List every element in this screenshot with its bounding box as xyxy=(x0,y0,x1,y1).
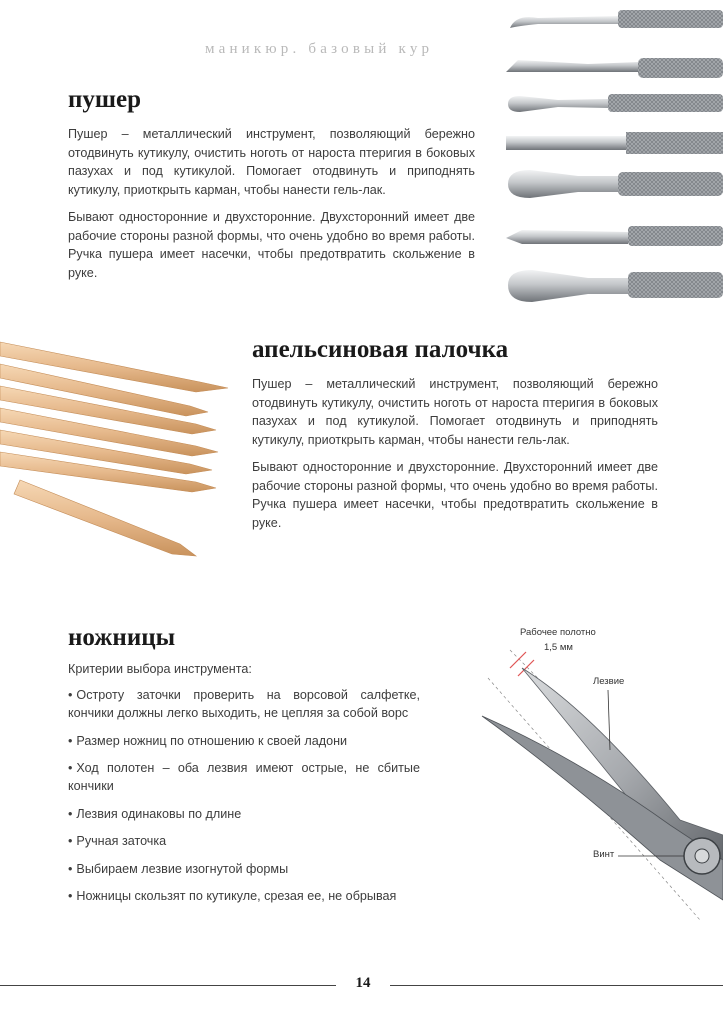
scissors-title: ножницы xyxy=(68,624,176,651)
bullet-icon: • xyxy=(68,761,73,775)
list-item: • Размер ножниц по отношению к своей ладони xyxy=(68,733,348,748)
pusher-paragraph-1: Пушер – металлический инструмент, позволяющий бережно отодвинуть кутикулу, очистить ноготь от нароста птеригия в боковых пазухах и под кутикулой. Помогает отодвинуть и приподнять кутикулу, приоткрыть карман, чтобы нанести гель-лак. xyxy=(68,127,475,197)
list-item: • Ход полотен – оба лезвия имеют острые, не сбитые кончики xyxy=(68,761,420,793)
scissors-diagram-image xyxy=(470,620,723,940)
pusher-tools-image xyxy=(498,0,723,308)
diagram-label-width: 1,5 мм xyxy=(544,642,573,653)
bullet-icon: • xyxy=(68,889,73,903)
footer-rule-left xyxy=(0,985,336,986)
diagram-label-working-blade: Рабочее полотно xyxy=(520,627,596,638)
bullet-icon: • xyxy=(68,806,73,821)
pusher-text xyxy=(68,125,475,291)
page-number: 14 xyxy=(355,975,371,991)
running-header: маникюр. базовый кур xyxy=(205,41,434,57)
orange-stick-paragraph-2: Бывают односторонние и двухсторонние. Двухсторонний имеет две рабочие стороны разной формы, что очень удобно во время работы. Ручка пушера имеет насечки, чтобы предотвратить скольжение в руке. xyxy=(252,460,658,530)
diagram-label-screw: Винт xyxy=(593,849,615,860)
criteria-list xyxy=(68,686,420,905)
bullet-icon: • xyxy=(68,733,73,748)
list-item: • Ножницы скользят по кутикуле, срезая ее, не обрывая xyxy=(68,889,397,903)
diagram-label-blade: Лезвие xyxy=(593,676,625,687)
bullet-icon: • xyxy=(68,834,73,848)
list-item: • Выбираем лезвие изогнутой формы xyxy=(68,861,289,876)
orange-stick-title: апельсиновая палочка xyxy=(252,336,509,363)
criteria-intro: Критерии выбора инструмента: xyxy=(68,662,252,676)
orange-stick-text xyxy=(252,375,658,541)
footer-rule-right xyxy=(390,985,723,986)
bullet-icon: • xyxy=(68,688,73,702)
pusher-title: пушер xyxy=(68,86,142,113)
orange-sticks-image xyxy=(0,320,238,600)
list-item: • Лезвия одинаковы по длине xyxy=(68,806,242,821)
pusher-paragraph-2: Бывают односторонние и двухсторонние. Двухсторонний имеет две рабочие стороны разной формы, что очень удобно во время работы. Ручка пушера имеет насечки, чтобы предотвратить скольжение в руке. xyxy=(68,210,475,280)
scissors-text xyxy=(68,660,420,915)
bullet-icon: • xyxy=(68,861,73,876)
orange-stick-paragraph-1: Пушер – металлический инструмент, позволяющий бережно отодвинуть кутикулу, очистить ноготь от нароста птеригия в боковых пазухах и под кутикулой. Помогает отодвинуть и приподнять кутикулу, приоткрыть карман, чтобы нанести гель-лак. xyxy=(252,377,658,447)
list-item: • Остроту заточки проверить на ворсовой салфетке, кончики должны легко выходить, не цепляя за собой ворс xyxy=(68,688,420,720)
list-item: • Ручная заточка xyxy=(68,834,167,848)
